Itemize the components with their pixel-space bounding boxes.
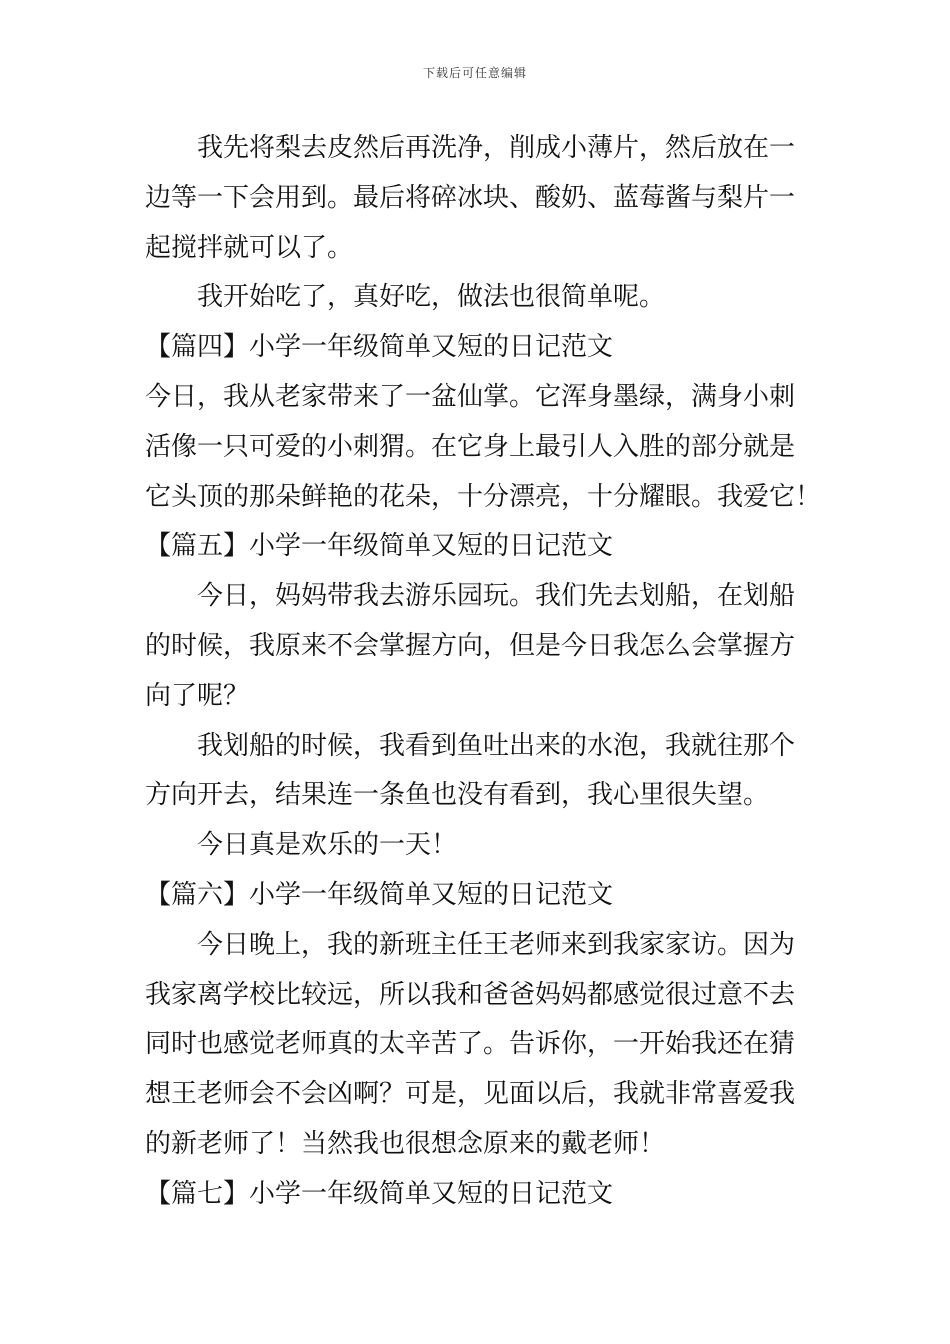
- page-header: 下载后可任意编辑: [422, 66, 527, 80]
- text-line: 我家离学校比较远，所以我和爸爸妈妈都感觉很过意不去: [145, 979, 796, 1010]
- text-line: 活像一只可爱的小刺猬。在它身上最引人入胜的部分就是: [145, 431, 796, 462]
- section-heading: 【篇六】小学一年级简单又短的日记范文: [145, 879, 614, 910]
- text-line: 边等一下会用到。最后将碎冰块、酸奶、蓝莓酱与梨片一: [145, 182, 796, 213]
- section-heading: 【篇七】小学一年级简单又短的日记范文: [145, 1178, 614, 1209]
- text-line: 今日真是欢乐的一天！: [197, 830, 458, 861]
- text-line: 我先将梨去皮然后再洗净，削成小薄片，然后放在一: [197, 133, 796, 163]
- text-line: 同时也感觉老师真的太辛苦了。告诉你，一开始我还在猜: [145, 1029, 796, 1060]
- text-line: 我开始吃了，真好吃，做法也很简单呢。: [197, 282, 666, 313]
- text-line: 它头顶的那朵鲜艳的花朵，十分漂亮，十分耀眼。我爱它！: [145, 481, 822, 512]
- document-body: [145, 124, 822, 1220]
- section-heading: 【篇五】小学一年级简单又短的日记范文: [145, 531, 614, 562]
- text-line: 我划船的时候，我看到鱼吐出来的水泡，我就往那个: [197, 730, 796, 761]
- text-line: 向了呢？: [145, 680, 250, 711]
- text-line: 今日，我从老家带来了一盆仙掌。它浑身墨绿，满身小刺: [145, 381, 796, 412]
- text-line: 今日晚上，我的新班主任王老师来到我家家访。因为: [197, 929, 796, 960]
- text-line: 的新老师了！当然我也很想念原来的戴老师！: [145, 1128, 666, 1159]
- text-line: 今日，妈妈带我去游乐园玩。我们先去划船，在划船: [197, 581, 796, 612]
- text-line: 起搅拌就可以了。: [145, 232, 354, 263]
- text-line: 方向开去，结果连一条鱼也没有看到，我心里很失望。: [145, 780, 770, 811]
- section-heading: 【篇四】小学一年级简单又短的日记范文: [145, 332, 614, 363]
- text-line: 想王老师会不会凶啊？可是，见面以后，我就非常喜爱我: [145, 1079, 796, 1110]
- text-line: 的时候，我原来不会掌握方向，但是今日我怎么会掌握方: [145, 630, 796, 661]
